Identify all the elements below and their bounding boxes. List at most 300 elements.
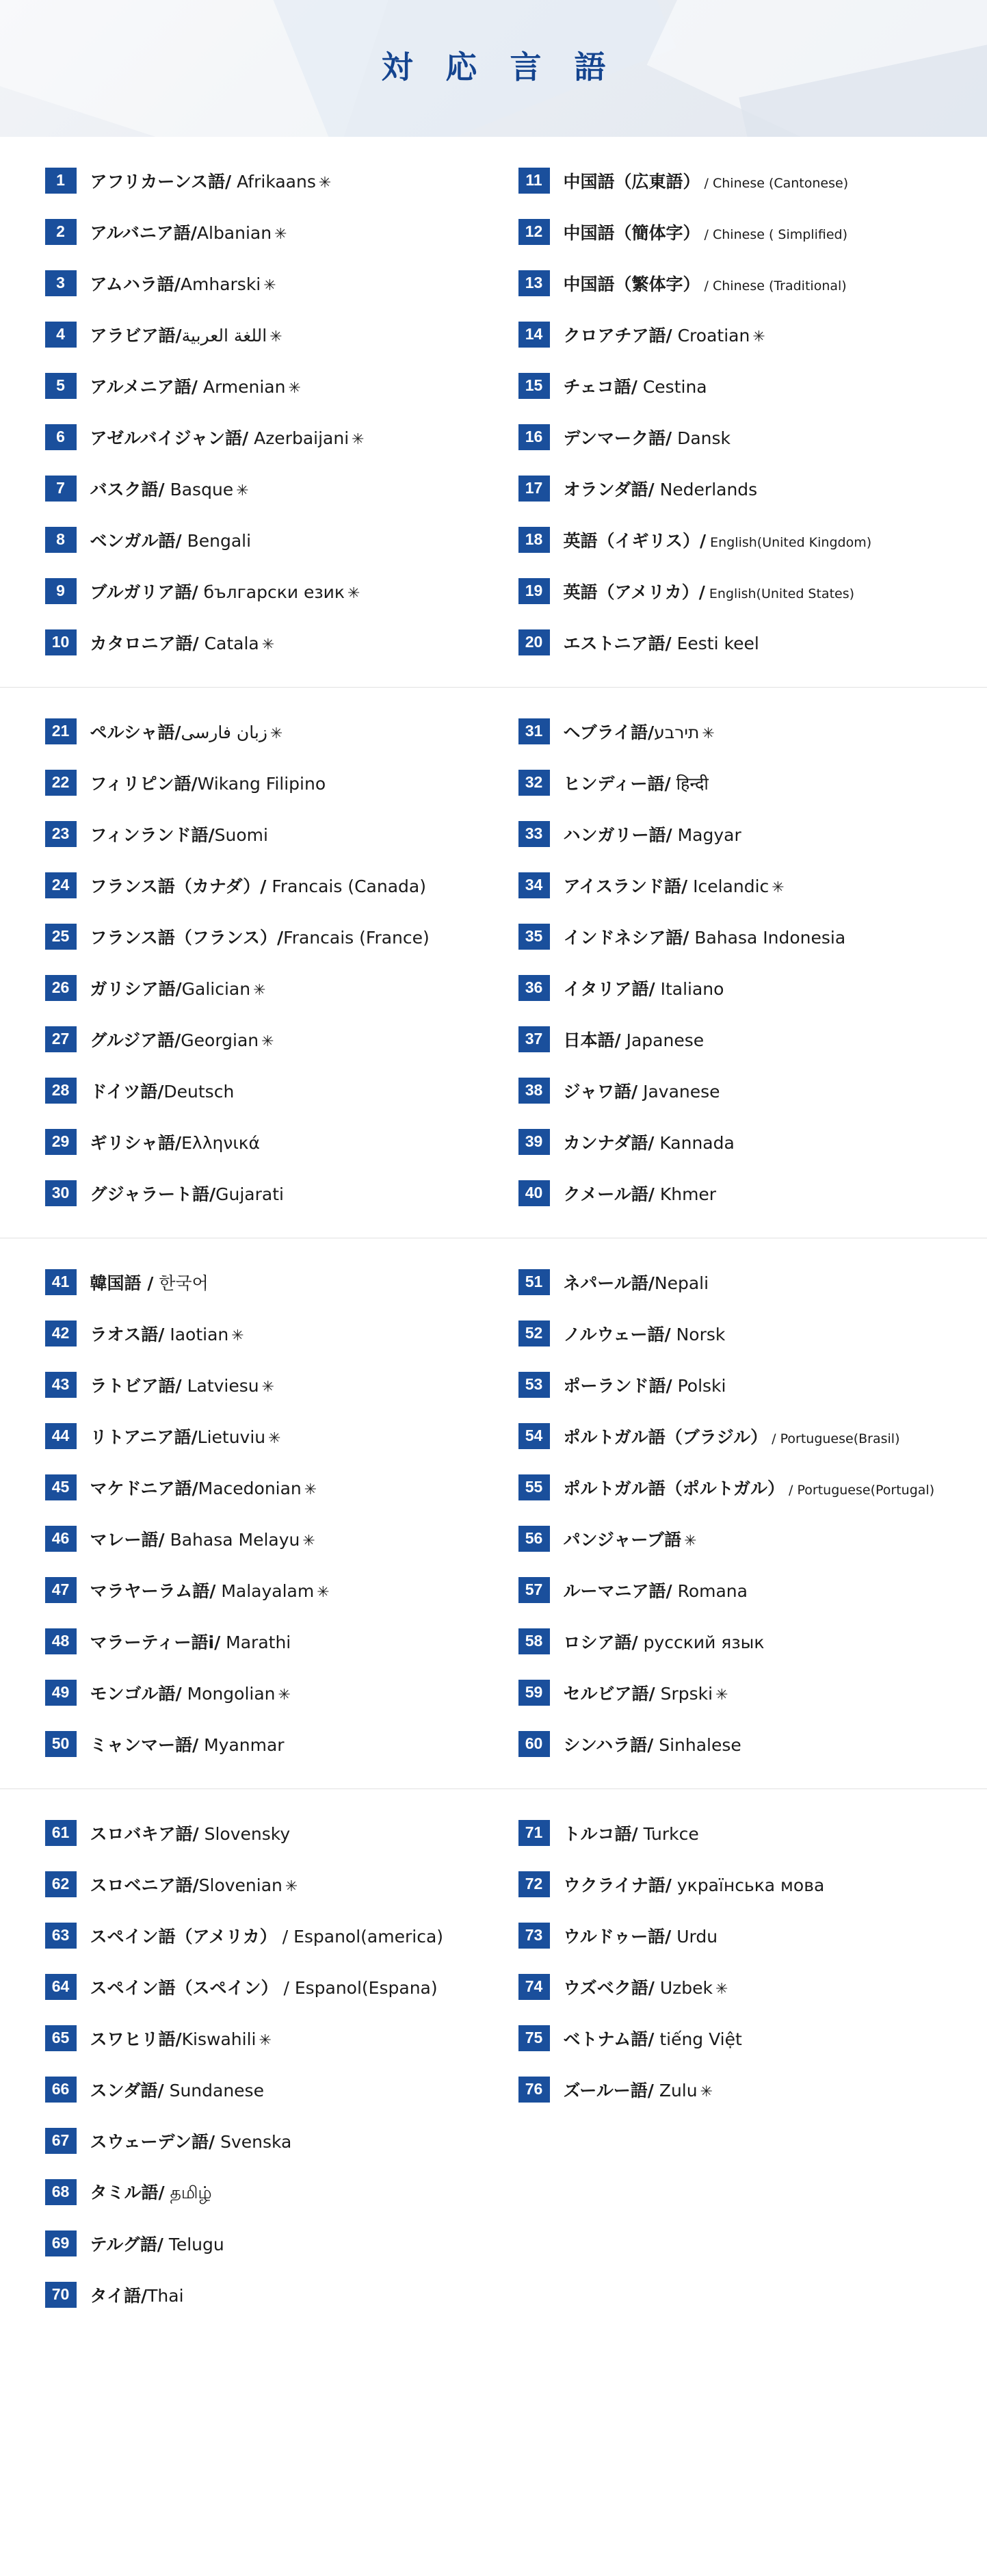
language-number-badge: 33 <box>518 821 550 847</box>
language-name-latin: Croatian <box>672 325 750 346</box>
language-name-latin: Lietuviu <box>197 1427 266 1447</box>
language-row[interactable] <box>45 616 494 668</box>
language-name-ja: アムハラ語/ <box>90 274 181 294</box>
language-label <box>564 976 724 1000</box>
language-label <box>564 1078 720 1103</box>
language-name-ja: グルジア語/ <box>90 1030 181 1050</box>
language-row[interactable] <box>518 757 966 808</box>
language-name-ja: ラトビア語/ <box>90 1375 182 1396</box>
language-label <box>564 770 709 795</box>
language-row[interactable] <box>45 859 494 911</box>
language-name-ja: アルバニア語/ <box>90 222 197 243</box>
language-row[interactable] <box>518 1065 966 1116</box>
language-row[interactable] <box>45 411 494 463</box>
language-name-ja: ズールー語/ <box>563 2080 654 2100</box>
asterisk-icon: ✳ <box>702 725 715 742</box>
language-name-latin: Azerbaijani <box>248 428 350 448</box>
language-name-latin: Armenian <box>197 376 286 397</box>
language-number-badge: 68 <box>45 2179 77 2205</box>
language-name-latin: Catala <box>198 633 259 653</box>
language-name-ja: イタリア語/ <box>563 978 655 999</box>
language-name-ja: ネパール語/ <box>563 1273 655 1293</box>
language-name-latin: / Espanol(america) <box>276 1926 444 1947</box>
asterisk-icon: ✳ <box>318 174 332 192</box>
language-name-latin: / Portuguese(Portugal) <box>785 1482 935 1498</box>
language-label <box>90 2179 212 2205</box>
language-name-ja: アラビア語/ <box>90 325 182 346</box>
language-row[interactable] <box>518 1359 966 1410</box>
language-row[interactable] <box>45 962 494 1013</box>
language-row[interactable] <box>45 206 494 257</box>
language-label <box>564 1732 741 1756</box>
language-label <box>564 1975 728 1999</box>
language-name-ja: グジャラート語/ <box>90 1184 216 1204</box>
language-number-badge: 34 <box>518 872 550 898</box>
language-row[interactable] <box>518 859 966 911</box>
language-name-ja: エストニア語/ <box>563 633 672 653</box>
language-name-ja: モンゴル語/ <box>90 1683 182 1704</box>
language-row[interactable] <box>518 1961 966 2012</box>
language-group-inner <box>22 1807 966 2320</box>
language-row[interactable] <box>518 1513 966 1564</box>
language-number-badge: 74 <box>518 1974 550 2000</box>
language-row[interactable] <box>518 565 966 616</box>
language-name-latin: Galician <box>181 978 251 999</box>
language-number-badge: 67 <box>45 2128 77 2154</box>
language-name-latin: Suomi <box>214 824 268 845</box>
asterisk-icon: ✳ <box>261 1378 275 1396</box>
language-label <box>564 1578 748 1602</box>
language-row[interactable] <box>45 2115 494 2166</box>
language-name-latin: Macedonian <box>198 1478 302 1498</box>
language-number-badge: 42 <box>45 1320 77 1346</box>
language-number-badge: 19 <box>518 578 550 604</box>
language-name-latin: English(United States) <box>705 586 855 601</box>
language-name-latin: தமிழ் <box>164 2182 212 2202</box>
language-label <box>564 220 848 244</box>
language-name-ja: ヒンディー語/ <box>563 773 671 794</box>
language-name-ja: インドネシア語/ <box>563 927 689 948</box>
language-name-ja: スロバキア語/ <box>90 1823 199 1844</box>
language-label <box>90 1321 244 1346</box>
language-name-ja: ポーランド語/ <box>563 1375 672 1396</box>
language-row[interactable] <box>45 1116 494 1167</box>
language-row[interactable] <box>45 1718 494 1769</box>
language-name-latin: Uzbek <box>654 1977 713 1998</box>
language-name-latin: Francais (France) <box>283 927 430 948</box>
language-name-latin: Francais (Canada) <box>266 876 426 896</box>
language-name-latin: Slovenian <box>198 1875 282 1895</box>
language-name-ja: タミル語/ <box>90 2182 165 2202</box>
language-name-latin: हिन्दी <box>670 773 709 794</box>
language-name-ja: スウェーデン語/ <box>90 2131 215 2152</box>
language-name-ja: スペイン語（アメリカ） <box>90 1926 277 1947</box>
language-name-ja: バスク語/ <box>90 479 165 499</box>
language-number-badge: 30 <box>45 1180 77 1206</box>
asterisk-icon: ✳ <box>700 2083 713 2100</box>
language-number-badge: 31 <box>518 718 550 744</box>
language-name-latin: Japanese <box>620 1030 705 1050</box>
language-number-badge: 65 <box>45 2025 77 2051</box>
asterisk-icon: ✳ <box>302 1532 315 1550</box>
language-row[interactable] <box>518 1564 966 1615</box>
language-name-ja: ルーマニア語/ <box>563 1580 672 1601</box>
language-row[interactable] <box>518 1910 966 1961</box>
language-row[interactable] <box>45 463 494 514</box>
language-number-badge: 22 <box>45 770 77 796</box>
language-name-latin: / Espanol(Espana) <box>278 1977 438 1998</box>
language-name-ja: フランス語（カナダ）/ <box>90 876 267 896</box>
asterisk-icon: ✳ <box>288 379 301 397</box>
language-name-latin: / Portuguese(Brasil) <box>767 1431 900 1446</box>
language-row[interactable] <box>518 1410 966 1461</box>
language-row[interactable] <box>518 1807 966 1858</box>
language-number-badge: 71 <box>518 1820 550 1846</box>
language-name-ja: ウクライナ語/ <box>563 1875 672 1895</box>
language-column-left <box>22 1256 494 1769</box>
asterisk-icon: ✳ <box>772 879 785 896</box>
language-row[interactable] <box>518 2012 966 2064</box>
language-number-badge: 5 <box>45 373 77 399</box>
language-label <box>90 322 282 347</box>
language-name-latin: / Chinese ( Simplified) <box>700 226 847 242</box>
language-label <box>564 168 849 193</box>
language-number-badge: 44 <box>45 1423 77 1449</box>
language-label <box>564 322 765 347</box>
language-row[interactable] <box>518 360 966 411</box>
language-row[interactable] <box>518 1013 966 1065</box>
language-label <box>90 2129 292 2153</box>
page-header <box>0 0 987 137</box>
asterisk-icon: ✳ <box>715 1980 728 1998</box>
language-name-ja: トルコ語/ <box>563 1823 638 1844</box>
language-row[interactable] <box>518 2064 966 2115</box>
language-row[interactable] <box>45 565 494 616</box>
language-number-badge: 24 <box>45 872 77 898</box>
language-label <box>564 719 715 744</box>
asterisk-icon: ✳ <box>269 328 282 346</box>
language-row[interactable] <box>518 309 966 360</box>
language-label <box>90 1475 317 1500</box>
language-name-ja: 英語（アメリカ）/ <box>563 582 705 602</box>
language-name-ja: スロベニア語/ <box>90 1875 199 1895</box>
language-name-latin: Khmer <box>654 1184 717 1204</box>
language-label <box>90 1130 261 1154</box>
language-label <box>90 1027 274 1052</box>
language-label <box>90 579 360 603</box>
language-row[interactable] <box>45 360 494 411</box>
language-number-badge: 58 <box>518 1628 550 1654</box>
asterisk-icon: ✳ <box>304 1481 317 1498</box>
language-name-latin: Romana <box>672 1580 748 1601</box>
language-row[interactable] <box>45 911 494 962</box>
language-groups <box>0 137 987 2339</box>
language-name-ja: スンダ語/ <box>90 2080 164 2100</box>
language-row[interactable] <box>518 1615 966 1667</box>
language-name-latin: Latviesu <box>181 1375 259 1396</box>
language-name-latin: Dansk <box>672 428 731 448</box>
language-number-badge: 73 <box>518 1923 550 1949</box>
language-number-badge: 70 <box>45 2282 77 2308</box>
language-name-ja: ウルドゥー語/ <box>563 1926 672 1947</box>
language-name-ja: スワヒリ語/ <box>90 2029 182 2049</box>
language-name-ja: フィンランド語/ <box>90 824 215 845</box>
language-row[interactable] <box>45 1256 494 1307</box>
language-row[interactable] <box>45 1564 494 1615</box>
language-label <box>90 220 287 244</box>
language-number-badge: 75 <box>518 2025 550 2051</box>
language-name-latin: Basque <box>164 479 234 499</box>
language-number-badge: 76 <box>518 2077 550 2103</box>
language-row[interactable] <box>518 962 966 1013</box>
language-name-latin: Turkce <box>637 1823 699 1844</box>
language-name-latin: English(United Kingdom) <box>706 534 872 550</box>
asterisk-icon: ✳ <box>261 1032 274 1050</box>
language-label <box>90 630 275 655</box>
language-number-badge: 57 <box>518 1577 550 1603</box>
language-name-latin: Nederlands <box>654 479 758 499</box>
language-row[interactable] <box>45 1461 494 1513</box>
language-name-latin: Zulu <box>653 2080 698 2100</box>
language-row[interactable] <box>45 1615 494 1667</box>
language-number-badge: 4 <box>45 322 77 348</box>
language-number-badge: 40 <box>518 1180 550 1206</box>
language-label <box>90 1821 291 1845</box>
language-label <box>90 425 365 450</box>
asterisk-icon: ✳ <box>231 1327 244 1344</box>
asterisk-icon: ✳ <box>263 276 276 294</box>
language-label <box>564 1027 705 1052</box>
language-number-badge: 41 <box>45 1269 77 1295</box>
language-label <box>564 630 759 655</box>
language-row[interactable] <box>45 1667 494 1718</box>
language-name-latin: Bahasa Melayu <box>164 1529 300 1550</box>
language-row[interactable] <box>45 1167 494 1219</box>
language-row[interactable] <box>518 1667 966 1718</box>
language-name-ja: ロシア語/ <box>563 1632 638 1652</box>
language-column-right <box>494 155 966 668</box>
language-number-badge: 69 <box>45 2230 77 2256</box>
language-row[interactable] <box>45 1961 494 2012</box>
language-name-ja: ベンガル語/ <box>90 530 182 551</box>
language-row[interactable] <box>518 1858 966 1910</box>
language-row[interactable] <box>518 514 966 565</box>
language-name-latin: Myanmar <box>198 1734 285 1755</box>
language-column-left <box>22 705 494 1219</box>
language-row[interactable] <box>518 463 966 514</box>
language-name-ja: 韓国語 / <box>90 1273 154 1293</box>
language-label <box>564 1424 900 1448</box>
language-group-inner <box>22 1256 966 1769</box>
language-row[interactable] <box>518 911 966 962</box>
language-label <box>564 1526 697 1551</box>
language-name-ja: マラヤーラム語/ <box>90 1580 216 1601</box>
language-name-ja: アルメニア語/ <box>90 376 198 397</box>
language-name-latin: زبان فارسی <box>181 722 267 742</box>
language-name-ja: ギリシャ語/ <box>90 1132 182 1153</box>
language-label <box>564 1923 718 1948</box>
footer-spacer <box>0 2339 987 2380</box>
language-name-latin: Magyar <box>672 824 741 845</box>
language-number-badge: 2 <box>45 219 77 245</box>
language-row[interactable] <box>45 705 494 757</box>
language-row[interactable] <box>45 2012 494 2064</box>
language-row[interactable] <box>518 155 966 206</box>
language-row[interactable] <box>518 705 966 757</box>
language-row[interactable] <box>45 2269 494 2320</box>
language-name-ja: アイスランド語/ <box>563 876 688 896</box>
language-label <box>564 1629 765 1654</box>
language-name-latin: Albanian <box>196 222 272 243</box>
language-name-latin: български език <box>198 582 345 602</box>
language-row[interactable] <box>45 2064 494 2115</box>
language-row[interactable] <box>45 309 494 360</box>
language-number-badge: 63 <box>45 1923 77 1949</box>
language-label <box>564 1130 735 1154</box>
asterisk-icon: ✳ <box>269 725 283 742</box>
language-name-latin: Polski <box>672 1375 726 1396</box>
language-label <box>90 2077 264 2102</box>
asterisk-icon: ✳ <box>752 328 765 346</box>
language-label <box>90 1923 444 1948</box>
language-number-badge: 20 <box>518 629 550 655</box>
language-label <box>90 528 252 552</box>
language-name-latin: Urdu <box>671 1926 718 1947</box>
language-row[interactable] <box>45 1858 494 1910</box>
language-row[interactable] <box>45 1410 494 1461</box>
language-name-latin: תירבע <box>654 722 700 742</box>
language-row[interactable] <box>45 1910 494 1961</box>
language-name-latin: Italiano <box>655 978 724 999</box>
language-row[interactable] <box>518 1116 966 1167</box>
language-number-badge: 60 <box>518 1731 550 1757</box>
language-row[interactable] <box>45 257 494 309</box>
language-number-badge: 49 <box>45 1680 77 1706</box>
language-row[interactable] <box>45 1013 494 1065</box>
asterisk-icon: ✳ <box>259 2031 272 2049</box>
language-name-latin: Eesti keel <box>671 633 759 653</box>
language-row[interactable] <box>45 757 494 808</box>
language-row[interactable] <box>518 1307 966 1359</box>
language-row[interactable] <box>518 206 966 257</box>
language-row[interactable] <box>45 2166 494 2217</box>
language-label <box>90 822 268 846</box>
language-name-ja: ガリシア語/ <box>90 978 182 999</box>
language-label <box>90 1424 281 1448</box>
language-label <box>564 1321 726 1346</box>
language-group <box>0 1788 987 2339</box>
language-name-ja: フランス語（フランス）/ <box>90 927 284 948</box>
language-row[interactable] <box>45 514 494 565</box>
language-label <box>564 271 847 296</box>
language-name-ja: シンハラ語/ <box>563 1734 654 1755</box>
language-label <box>90 1270 209 1294</box>
language-row[interactable] <box>45 1513 494 1564</box>
language-column-left <box>22 1807 494 2320</box>
language-label <box>90 1872 298 1897</box>
language-number-badge: 54 <box>518 1423 550 1449</box>
language-number-badge: 18 <box>518 527 550 553</box>
language-name-latin: Afrikaans <box>231 171 316 192</box>
language-row[interactable] <box>45 2217 494 2269</box>
language-row[interactable] <box>518 1167 966 1219</box>
language-name-ja: 中国語（簡体字） <box>563 222 700 243</box>
language-number-badge: 52 <box>518 1320 550 1346</box>
language-row[interactable] <box>45 1307 494 1359</box>
language-number-badge: 62 <box>45 1871 77 1897</box>
language-label <box>90 1078 235 1103</box>
language-number-badge: 21 <box>45 718 77 744</box>
language-group <box>0 687 987 1238</box>
asterisk-icon: ✳ <box>684 1532 697 1550</box>
language-name-ja: チェコ語/ <box>563 376 637 397</box>
language-label <box>90 1680 291 1705</box>
language-label <box>90 1372 275 1397</box>
language-number-badge: 53 <box>518 1372 550 1398</box>
language-number-badge: 50 <box>45 1731 77 1757</box>
asterisk-icon: ✳ <box>274 225 287 243</box>
language-number-badge: 45 <box>45 1474 77 1500</box>
language-column-right <box>494 705 966 1219</box>
language-number-badge: 59 <box>518 1680 550 1706</box>
asterisk-icon: ✳ <box>261 636 275 653</box>
language-row[interactable] <box>518 616 966 668</box>
language-number-badge: 7 <box>45 476 77 502</box>
language-number-badge: 29 <box>45 1129 77 1155</box>
language-name-latin: Iaotian <box>164 1324 229 1344</box>
language-name-ja: 日本語/ <box>563 1030 621 1050</box>
language-row[interactable] <box>45 1807 494 1858</box>
language-number-badge: 46 <box>45 1526 77 1552</box>
asterisk-icon: ✳ <box>317 1583 330 1601</box>
language-name-latin: Icelandic <box>687 876 769 896</box>
language-row[interactable] <box>518 1461 966 1513</box>
language-number-badge: 51 <box>518 1269 550 1295</box>
language-row[interactable] <box>45 1065 494 1116</box>
language-label <box>90 1578 330 1602</box>
language-number-badge: 15 <box>518 373 550 399</box>
language-name-ja: マラーティー語i/ <box>90 1632 221 1652</box>
language-group <box>0 1238 987 1788</box>
language-label <box>564 2077 713 2102</box>
language-name-latin: Kiswahili <box>181 2029 256 2049</box>
language-name-ja: ミャンマー語/ <box>90 1734 199 1755</box>
language-row[interactable] <box>518 808 966 859</box>
language-label <box>564 528 872 552</box>
language-number-badge: 13 <box>518 270 550 296</box>
language-row[interactable] <box>518 257 966 309</box>
language-row[interactable] <box>45 808 494 859</box>
language-name-ja: クロアチア語/ <box>563 325 672 346</box>
language-row[interactable] <box>45 155 494 206</box>
language-number-badge: 12 <box>518 219 550 245</box>
language-label <box>564 1475 935 1500</box>
language-row[interactable] <box>518 1718 966 1769</box>
language-number-badge: 14 <box>518 322 550 348</box>
language-label <box>90 719 283 744</box>
language-number-badge: 47 <box>45 1577 77 1603</box>
language-row[interactable] <box>518 1256 966 1307</box>
language-number-badge: 37 <box>518 1026 550 1052</box>
language-number-badge: 6 <box>45 424 77 450</box>
language-name-latin: / Chinese (Traditional) <box>700 278 847 294</box>
language-row[interactable] <box>45 1359 494 1410</box>
language-number-badge: 66 <box>45 2077 77 2103</box>
language-label <box>90 1526 315 1551</box>
language-row[interactable] <box>518 411 966 463</box>
language-group <box>0 137 987 687</box>
language-name-ja: ペルシャ語/ <box>90 722 181 742</box>
